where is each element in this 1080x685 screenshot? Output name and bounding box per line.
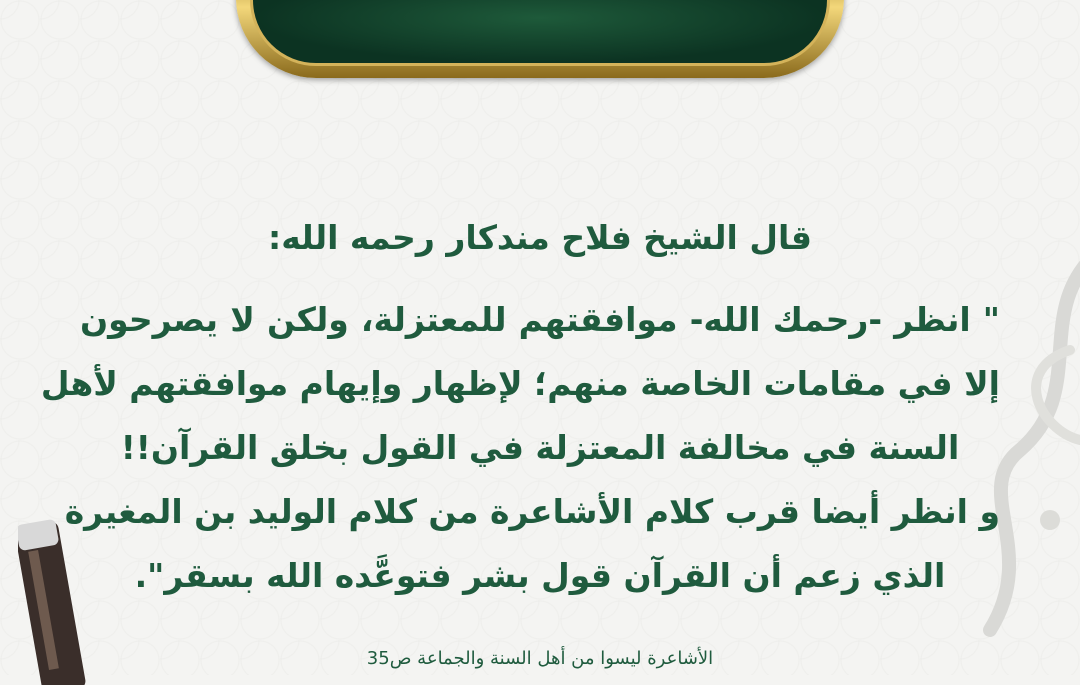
quote-line-1: " انظر -رحمك الله- موافقتهم للمعتزلة، ولكن لا يصرحون (80, 300, 1000, 339)
quote-title: قال الشيخ فلاح مندكار رحمه الله: (268, 218, 812, 257)
header-plaque (236, 0, 844, 78)
header-plaque-inner (250, 0, 830, 66)
quote-line-4: و انظر أيضا قرب كلام الأشاعرة من كلام الوليد بن المغيرة (64, 492, 1000, 531)
quote-line-5: الذي زعم أن القرآن قول بشر فتوعَّده الله بسقر". (134, 556, 946, 595)
quote-line-2: إلا في مقامات الخاصة منهم؛ لإظهار وإيهام موافقتهم لأهل (40, 364, 1000, 403)
quote-line-3: السنة في مخالفة المعتزلة في القول بخلق القرآن!! (120, 428, 960, 467)
source-citation: الأشاعرة ليسوا من أهل السنة والجماعة ص35 (366, 648, 714, 669)
quote-body (40, 288, 1000, 608)
